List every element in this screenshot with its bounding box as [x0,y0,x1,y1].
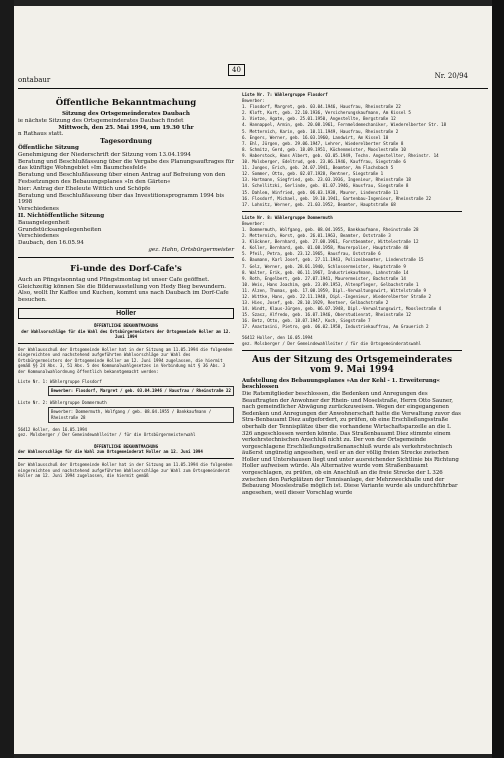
header-left: ontabaur [18,76,51,84]
ob2-text: Der Wahlausschuß der Ortsgemeinde Holler hat in der Sitzung am 11.05.1994 die folgenden eingereichten und nachstehend aufgeführten Wahlvorschläge zur Wahl zum Ortsgemeinderat Holler am 12. Juni 1994 zugelassen, die hiermit gemäß [18,462,233,479]
ob2-subtitle: der Wahlvorschläge für die Wahl zum Ortsgemeinderat Holler am 12. Juni 1994 [18,449,203,455]
candidate-row: 10. Weis, Hans Joachim, geb. 23.09.1953, Altenpfleger, Gelbachstraße 1 [242,281,419,287]
notice-text-2: n Rathaus statt. [18,131,64,138]
left-column [18,92,234,479]
agenda-nonpublic: II. Nichtöffentliche Sitzung [18,212,105,219]
notice-title: Öffentliche Bekanntmachung [55,98,197,108]
agenda-title: Tagesordnung [100,137,152,146]
newspaper-page [14,6,492,754]
candidate-row: 5. Pfeil, Petra, geb. 23.12.1965, Hausfrau, Oststraße 6 [242,251,381,257]
bewerber-label: Bewerber: [242,98,265,104]
agenda-public: Öffentliche Sitzung [18,144,79,151]
meeting-date: Mittwoch, den 25. Mai 1994, um 19.30 Uhr [58,124,194,131]
candidate-row: 14. Windt, Klaus-Jürgen, geb. 06.07.1948, Dipl.-Verwaltungswirt, Mooslestraße 4 [242,306,442,312]
ob2-title: ÖFFENTLICHE BEKANNTMACHUNG [93,443,159,449]
divider [18,343,234,344]
dateline: 56412 Holler, den 16.05.1994 [18,426,88,432]
agenda-item: Verschiedenes [18,206,59,213]
liste-name: Wählergruppe Flosdorf [50,378,102,384]
candidate-row: 11. Junges, Erich, geb. 24.07.1941, Beamter, Am Flachsbach 5 [242,165,394,171]
candidate-row: 8. Schmitz, Gerd, geb. 18.09.1951, Küchenmeister, Mooslestraße 10 [242,146,406,152]
bewerber: Bewerber: Dommermuth, Wolfgang / geb. 08.04.1955 / Bankkaufmann / Rheinstraße 28 [48,407,234,422]
candidate-row: 16. Flosdorf, Michael, geb. 19.10.1941, Gartenbau-Ingenieur, Rheinstraße 22 [242,195,432,201]
agenda-item: Grundstücksangelegenheiten [18,226,102,233]
liste7-title: Liste Nr. 7: Wählergruppe Flosdorf [242,92,328,97]
divider [18,257,234,258]
candidate-row: 5. Metternich, Karin, geb. 10.11.1949, Hausfrau, Rheinstraße 2 [242,128,399,134]
candidate-row: 7. Ehl, Jürgen, geb. 29.06.1947, Lehrer, Wiederelberter Straße 8 [242,140,404,146]
candidate-row: 15. Dahlem, Winfried, geb. 06.03.1938, Maurer, Lindenstraße 11 [242,189,399,195]
agenda-item: Beratung und Beschlußfassung über das Investitionsprogramm 1994 bis 1998 [18,192,225,206]
right-column [242,92,462,496]
agenda-item: Beratung und Beschlußfassung über einen Antrag auf Befreiung von den Festsetzungen des Bebauungsplanes »In den Gärten« [18,172,226,185]
session-subtitle: Aufstellung des Bebauungsplanes »An der Kehl - 1. Erweiterung« beschlossen [242,377,440,391]
candidate-row: 13. Hartmann, Siegfried, geb. 23.03.1936, Ingenieur, Rheinstraße 18 [242,177,411,183]
candidate-row: 7. Gelz, Werner, geb. 28.01.1940, Schlossermeister, Hauptstraße 9 [242,263,406,269]
agenda-item: Genehmigung der Niederschrift der Sitzung vom 13.04.1994 [18,151,191,158]
liste7-list [242,104,462,208]
candidate-row: 15. Szasz, Alfredo, geb. 16.07.1946, Oberstudienrat, Rheinstraße 12 [242,312,411,318]
candidate-row: 13. Hies, Josef, geb. 28.10.1929, Rentner, Gelbachstraße 2 [242,300,389,306]
ob-text: Der Wahlausschuß der Ortsgemeinde Holler hat in der Sitzung am 11.05.1994 die folgenden eingereichten und nachstehend aufgeführten Wahlvorschläge zur Wahl des Ortsbürgermeisters der Ortsgemeinde Holler am 12. Juni 1994 zugelassen, die hiermit gemäß §§ 24 Abs. 3, 51 Abs. 5 des Kommunalwahlgesetzes in Verbindung mit § 36 Abs. 3 der Kommunalwahlordnung öffentlich bekanntgemacht werden: [18,346,233,375]
issue-number: Nr. 20/94 [434,72,468,80]
cafe-title: Fi-unde des Dorf-Cafe's [70,263,182,274]
ob-title: ÖFFENTLICHE BEKANNTMACHUNG [93,322,159,328]
ob-subtitle: der Wahlvorschläge für die Wahl des Ortsbürgermeisters der Ortsgemeinde Holler am 12. Juni 1994 [21,328,231,340]
agenda-item: Bauangelegenheit [18,219,70,226]
candidate-row: 17. Anastasini, Pietro, geb. 06.02.1958, Industriekauffrau, Am Grauerich 2 [242,324,429,330]
page-number: 40 [228,64,245,76]
liste8-title: Liste Nr. 8: Wählergruppe Dommermuth [242,214,333,220]
candidate-row: 8. Walter, Erik, geb. 06.11.1967, Industriekaufmann, Lahnstraße 14 [242,269,409,275]
notice-subtitle: Sitzung des Ortsgemeinderates Daubach [61,111,190,117]
session-title: Aus der Sitzung des Ortsgemeinderates vom 9. Mai 1994 [251,354,453,375]
liste-label: Liste Nr. 2: [18,399,48,405]
agenda-item: hier: Antrag der Eheleute Wittich und Schöpfe [18,185,151,192]
notice-text: ie nächste Sitzung des Ortsgemeinderates Daubach findet [18,117,184,124]
candidate-row: 3. Vietze, Agate, geb. 25.01.1950, Angestellte, Bergstraße 12 [242,116,396,122]
candidate-row: 6. Engers, Werner, geb. 16.03.1960, Landwirt, Am Kissel 10 [242,134,389,140]
page-header [18,66,488,89]
candidate-row: 9. Haberstock, Hans Albert, geb. 03.05.1949, Techn. Angestellter, Rheinstr. 14 [242,152,439,158]
bewerber-label: Bewerber: [242,220,265,226]
candidate-row: 3. Klöckner, Bernhard, geb. 27.08.1961, Forstbeamter, Wittelestraße 12 [242,239,419,245]
bewerber: Bewerber: Flosdorf, Margret / geb. 03.04.1946 / Hausfrau / Rheinstraße 22 [48,386,234,396]
signature: gez. Molsberger / Der Gemeindewahlleiter / für die Ortsbürgermeisterwahl [18,432,196,438]
dateline: 56412 Holler, den 16.05.1994 [242,334,313,340]
signature: gez. Molsberger / Der Gemeindewahlleiter / für die Ortsgemeinderatswahl [242,340,421,346]
agenda-item: Beratung und Beschlußfassung über die Vergabe des Planungsauftrages für das künftige Wohngebiet »Im Baumchesfeld« [18,158,235,172]
agenda-item: Verschiedenes [18,233,59,240]
liste-name: Wählergruppe Dommermuth [50,399,107,405]
scan-right-edge [492,0,504,758]
cafe-text: Auch an Pfingstsonntag und Pfingstmontag ist unser Cafe geöffnet. Gleichzeitig können Sie die Bilderausstellung von Hedy Bieg bewundern. Also, wollt Ihr Kaffee und Kuchen, kommt uns nach Daubach im Dorf-Cafe besuchen. [18,276,229,304]
signature: gez. Hahn, Ortsbürgermeister [148,246,234,253]
candidate-row: 14. Schellitzki, Gerlinde, geb. 01.07.1946, Hausfrau, Siegstraße 8 [242,183,409,189]
divider [18,458,234,459]
candidate-row: 1. Flosdorf, Margret, geb. 03.04.1946, Hausfrau, Rheinstraße 22 [242,104,401,110]
divider [242,211,462,212]
liste8-list [242,227,462,331]
candidate-row: 10. Molsberger, Edeltrud, geb. 23.06.1946, Kauffrau, Siegstraße 6 [242,159,406,165]
candidate-row: 4. Koller, Bernhard, geb. 01.08.1958, Maurerpolier, Hauptstraße 40 [242,245,409,251]
candidate-row: 17. Lohnitz, Werner, geb. 21.03.1952, Beamter, Hauptstraße 68 [242,201,396,207]
candidate-row: 16. Betz, Otto, geb. 18.07.1947, Koch, Siegstraße 7 [242,318,371,324]
session-text: Die Ratsmitglieder beschlossen, die Bedenken und Anregungen des Beauftragten der Anwohner der Rhein- und Moselstraße, Herrn Otto Sauner, nach gemeindlicher Abwägung zurückzuweisen. Wegen der eingegangenen Bedenken und Anregungen der Anwohnerschaft hatte die Verwaltung zuvor das Stra-Benbauamt Diez aufgefordert, zu prüfen, ob eine Erschließungsstraße oberhalb der Tennisplätze über die vorhandene Wirtschaftsparzelle an die L 326 angeschlossen werden könnte. Das Straßenbauamt Diez stimmte einem verkehrstechnischen Anschluß nicht zu. Der von der Ortsgemeinde vorgeschlagene Erschließungsstraßenanschluß wurde als verkehrstechnisch äußerst ungünstig angesehen, weil er an der völlig freien Strecke zwischen Holler und Untershausen liegt und unter ausreichender Sichtlinie bis Richtung Holler aufweisen würde. Als Alternative wurde vom Straßenbauamt vorgeschlagen, zu prüfen, ob ein Anschluß an die freie Strecke der L 326 zwischen den Parkplätzen der Tennisanlage, der Mehrzweckhalle und der Bebauung Mooslestraße möglich ist. Diese Variante wurde als undurchführbar angesehen, weil dieser Vorschlag wurde [242,390,461,496]
candidate-row: 9. Roth, Engelbert, geb. 27.07.1941, Maurermeister, Bachstraße 14 [242,275,406,281]
dateline: Daubach, den 16.05.94 [18,240,84,247]
candidate-row: 12. Wittke, Hans, geb. 22.11.1948, Dipl.-Ingenieur, Wiederelberter Straße 2 [242,294,432,299]
candidate-row: 12. Sommer, Otto, geb. 02.07.1928, Rentner, Siegstraße 1 [242,171,384,177]
liste-label: Liste Nr. 1: [18,378,48,384]
candidate-row: 11. Alzen, Thomas, geb. 17.08.1959, Dipl.-Verwaltungswirt, Wittelstraße 9 [242,287,427,293]
candidate-row: 6. Baumann, Karl Josef, geb. 27.11.1943, Polizeibeamter, Lindenstraße 15 [242,257,424,263]
candidate-row: 1. Dommermuth, Wolfgang, geb. 08.04.1955, Bankkaufmann, Rheinstraße 28 [242,226,419,232]
candidate-row: 4. Hannappel, Armin, geb. 20.08.1961, Fernmeldemechaniker, Wiederelberter Str. 18 [242,122,447,128]
candidate-row: 2. Kloft, Kurt, geb. 22.10.1936, Versicherungskaufmann, Am Kissel 5 [242,110,411,116]
candidate-row: 2. Metternich, Horst, geb. 26.01.1963, Beamter, Oststraße 3 [242,233,391,239]
section-holler: Holler [18,308,234,319]
scan-left-edge [0,0,14,758]
divider [242,350,462,351]
